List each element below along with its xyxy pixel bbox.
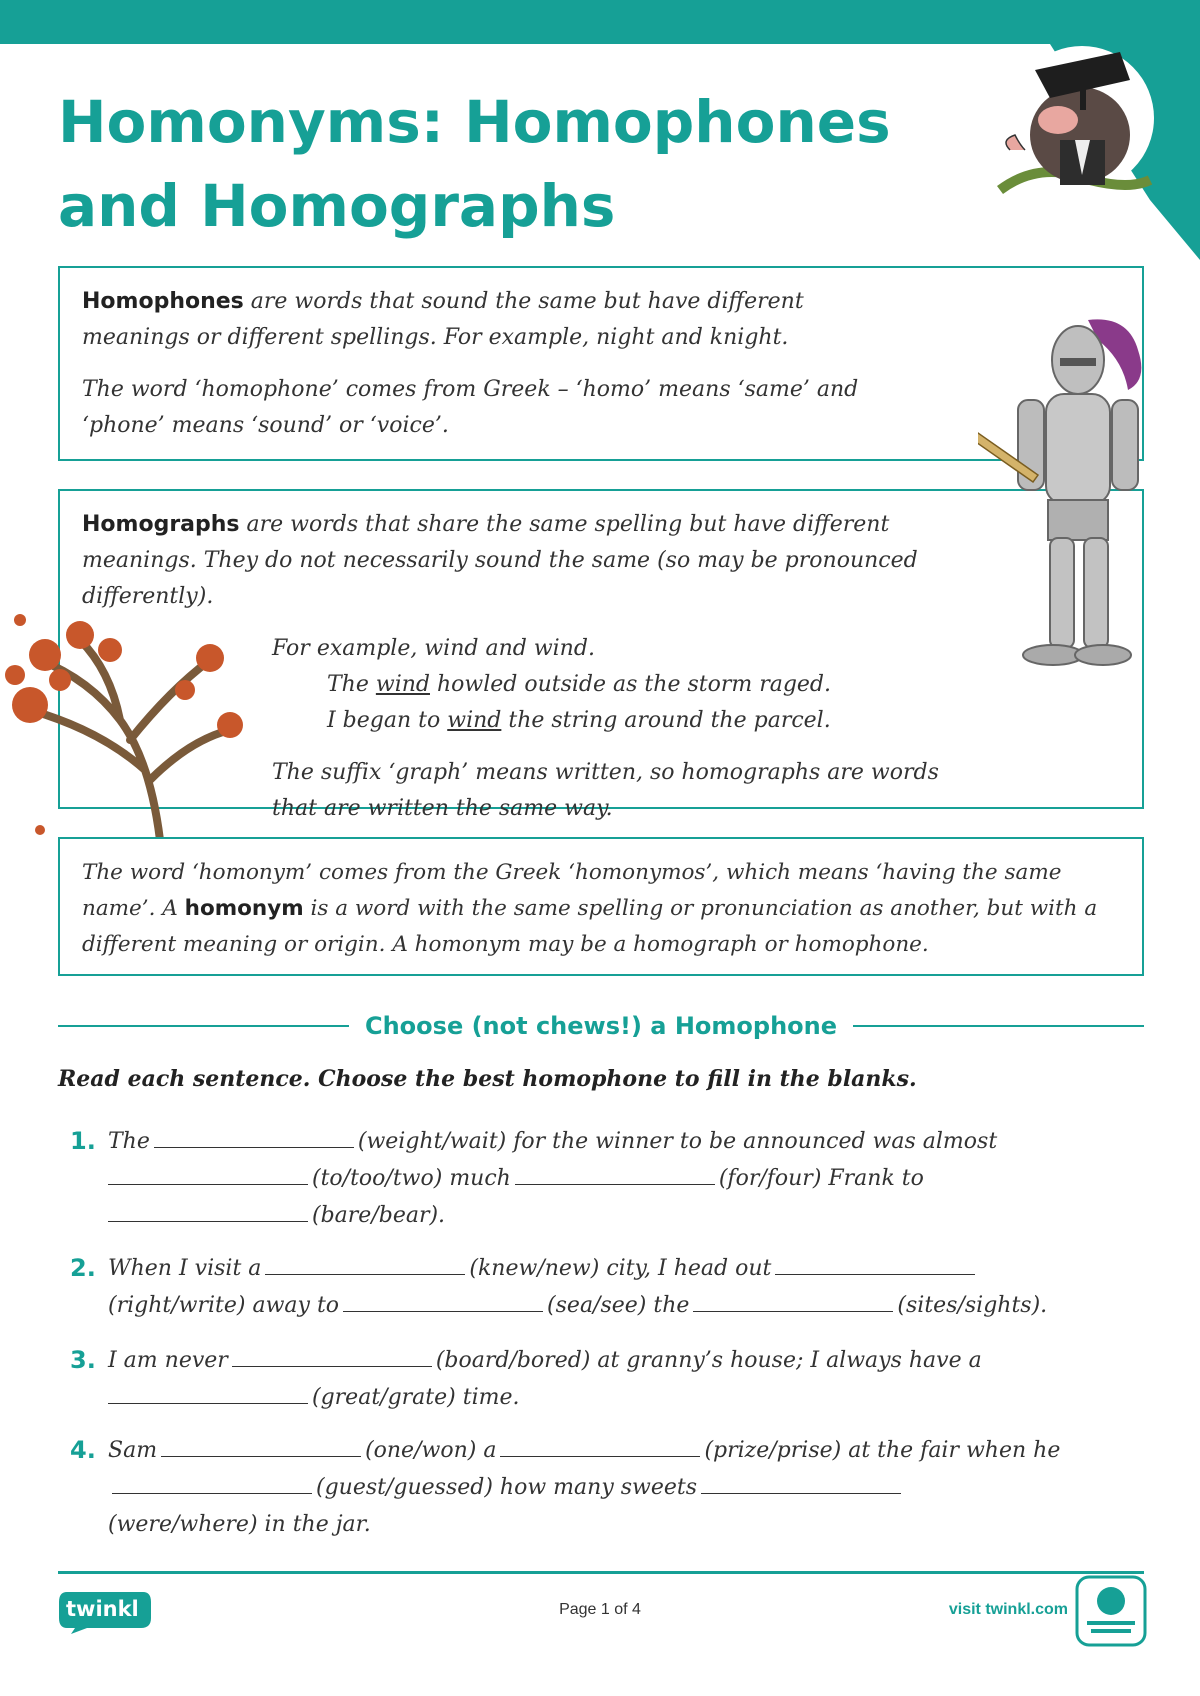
answer-blank[interactable]	[500, 1432, 700, 1457]
question-1	[58, 1123, 1118, 1234]
question-number: 3.	[70, 1346, 96, 1374]
knight-armour-icon	[978, 310, 1178, 710]
homographs-definition-text: are words that share the same spelling but have different meanings. They do not necessarily sound the same (so may be pronounced differently).	[82, 512, 918, 609]
answer-blank[interactable]	[108, 1379, 308, 1404]
question-text: (were/where) in the jar.	[108, 1512, 371, 1537]
question-text: (right/write) away to	[108, 1293, 340, 1318]
page-number: Page 1 of 4	[559, 1601, 641, 1618]
homographs-term: Homographs	[82, 512, 240, 537]
answer-blank[interactable]	[112, 1469, 312, 1494]
question-4	[58, 1432, 1118, 1543]
question-text: (one/won) a	[365, 1438, 497, 1463]
question-text: (board/bored) at granny’s house; I always have a	[435, 1348, 982, 1373]
example-2-end: the string around the parcel.	[501, 708, 831, 733]
answer-blank[interactable]	[265, 1250, 465, 1275]
example-1-end: howled outside as the storm raged.	[429, 672, 832, 697]
twinkl-logo-text: twinkl	[66, 1597, 139, 1621]
answer-blank[interactable]	[154, 1123, 354, 1148]
answer-blank[interactable]	[343, 1287, 543, 1312]
question-text: (to/too/two) much	[312, 1166, 511, 1191]
homonym-definition	[82, 855, 1128, 963]
homophone-origin: The word ‘homophone’ comes from Greek – ‘homo’ means ‘same’ and ‘phone’ means ‘sound’ or ‘voice’.	[82, 377, 859, 438]
question-text: (guest/guessed) how many sweets	[316, 1475, 698, 1500]
graph-suffix-note: The suffix ‘graph’ means written, so homographs are words that are written the same way.	[272, 760, 939, 821]
question-number: 4.	[70, 1436, 96, 1464]
answer-blank[interactable]	[108, 1160, 308, 1185]
title-line-2: and Homographs	[58, 172, 616, 240]
question-text: (great/grate) time.	[312, 1385, 520, 1410]
example-1-start: The	[327, 672, 376, 697]
question-text: (sites/sights).	[897, 1293, 1048, 1318]
question-number: 1.	[70, 1127, 96, 1155]
question-text: I am never	[108, 1348, 228, 1373]
question-2	[58, 1250, 1118, 1324]
windy-tree-icon	[0, 580, 260, 840]
quality-badge-icon	[1075, 1575, 1147, 1647]
homonym-definition-box	[58, 837, 1144, 976]
homonym-text-start: The word ‘homonym’ comes from the Greek ‘homonymos’, which means ‘having the same name’. A	[82, 860, 1062, 921]
question-number: 2.	[70, 1254, 96, 1282]
homograph-example-intro: For example, wind and wind.	[272, 636, 595, 661]
divider-left	[58, 1025, 349, 1028]
question-text: Sam	[108, 1438, 158, 1463]
homonym-text-end: is a word with the same spelling or pronunciation as another, but with a different meaning or origin. A homonym may be a homograph or homophone.	[82, 896, 1098, 957]
visit-twinkl-link[interactable]: visit twinkl.com	[948, 1601, 1068, 1618]
title-line-1: Homonyms: Homophones	[58, 88, 891, 156]
instructions: Read each sentence. Choose the best homophone to fill in the blanks.	[58, 1066, 917, 1092]
example-2-start: I began to	[327, 708, 448, 733]
question-3	[58, 1342, 1118, 1416]
question-text: (sea/see) the	[547, 1293, 690, 1318]
answer-blank[interactable]	[693, 1287, 893, 1312]
homophones-term: Homophones	[82, 289, 244, 314]
answer-blank[interactable]	[161, 1432, 361, 1457]
answer-blank[interactable]	[232, 1342, 432, 1367]
question-text: (for/four) Frank to	[718, 1166, 924, 1191]
question-text: The	[108, 1129, 150, 1154]
homophones-definition-text: are words that sound the same but have different meanings or different spellings. For example, night and knight.	[82, 289, 804, 350]
answer-blank[interactable]	[108, 1197, 308, 1222]
question-text: (prize/prise) at the fair when he	[704, 1438, 1061, 1463]
example-2-word: wind	[447, 708, 502, 733]
mole-graduate-icon	[980, 40, 1160, 200]
question-text: (weight/wait) for the winner to be announced was almost	[357, 1129, 998, 1154]
answer-blank[interactable]	[515, 1160, 715, 1185]
question-text: (knew/new) city, I head out	[469, 1256, 772, 1281]
homonym-term: homonym	[184, 896, 304, 921]
answer-blank[interactable]	[775, 1250, 975, 1275]
question-text: (bare/bear).	[312, 1203, 446, 1228]
answer-blank[interactable]	[701, 1469, 901, 1494]
section-heading	[58, 1006, 1144, 1046]
page-title	[58, 80, 891, 248]
homophones-definition	[82, 284, 892, 356]
example-1-word: wind	[375, 672, 430, 697]
question-text: When I visit a	[108, 1256, 262, 1281]
divider-right	[853, 1025, 1144, 1028]
footer-divider	[58, 1571, 1144, 1574]
section-title: Choose (not chews!) a Homophone	[364, 1012, 838, 1040]
